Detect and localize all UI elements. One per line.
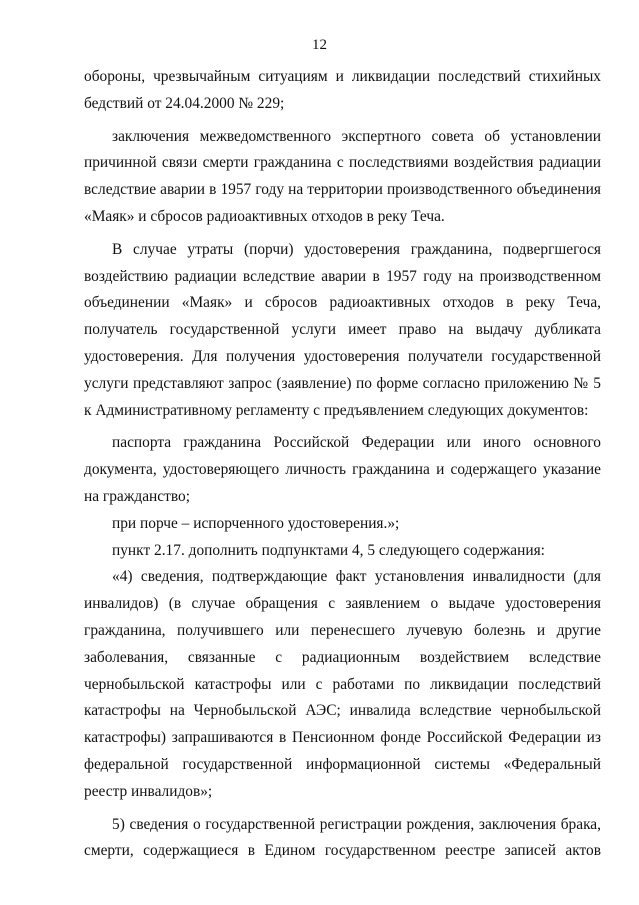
paragraph-passport: паспорта гражданина Российской Федерации или иного основного документа, удостоверяющего личность гражданина и содержащего указание на гражданство; xyxy=(84,434,601,505)
paragraph-damaged-certificate: при порче – испорченного удостоверения.»; xyxy=(112,514,400,532)
paragraph-continuation: обороны, чрезвычайным ситуациям и ликвидации последствий стихийных бедствий от 24.04.2000 № 229; xyxy=(84,68,601,112)
page-number: 12 xyxy=(312,37,327,53)
document-body xyxy=(84,64,601,865)
paragraph-clause-2-17: пункт 2.17. дополнить подпунктами 4, 5 следующего содержания: xyxy=(112,541,545,559)
paragraph-certificate-loss: В случае утраты (порчи) удостоверения гражданина, подвергшегося воздействию радиации вследствие аварии в 1957 году на производственном объединении «Маяк» и сбросов радиоактивных отходов в реку Теча, получатель государственной услуги имеет право на выдачу дубликата удостоверения. Для получения удостоверения получатели государственной услуги представляют запрос (заявление) по форме согласно приложению № 5 к Административному регламенту с предъявлением следующих документов: xyxy=(84,240,601,419)
paragraph-expert-council: заключения межведомственного экспертного совета об установлении причинной связи смерти гражданина с последствиями воздействия радиации вследствие аварии в 1957 году на территории производственного объединения «Маяк» и сбросов радиоактивных отходов в реку Теча. xyxy=(84,127,601,225)
paragraph-subclause-4: «4) сведения, подтверждающие факт установления инвалидности (для инвалидов) (в случае обращения с заявлением о выдаче удостоверения гражданина, получившего или перенесшего лучевую болезнь и другие заболевания, связанные с радиационным воздействием вследствие чернобыльской катастрофы или с работами по ликвидации последствий катастрофы на Чернобыльской АЭС; инвалида вследствие чернобыльской катастрофы) запрашиваются в Пенсионном фонде Российской Федерации из федеральной государственной информационной системы «Федеральный реестр инвалидов»; xyxy=(84,568,601,800)
paragraph-subclause-5: 5) сведения о государственной регистрации рождения, заключения брака, смерти, содержащиеся в Едином государственном реестре записей актов xyxy=(84,815,601,860)
